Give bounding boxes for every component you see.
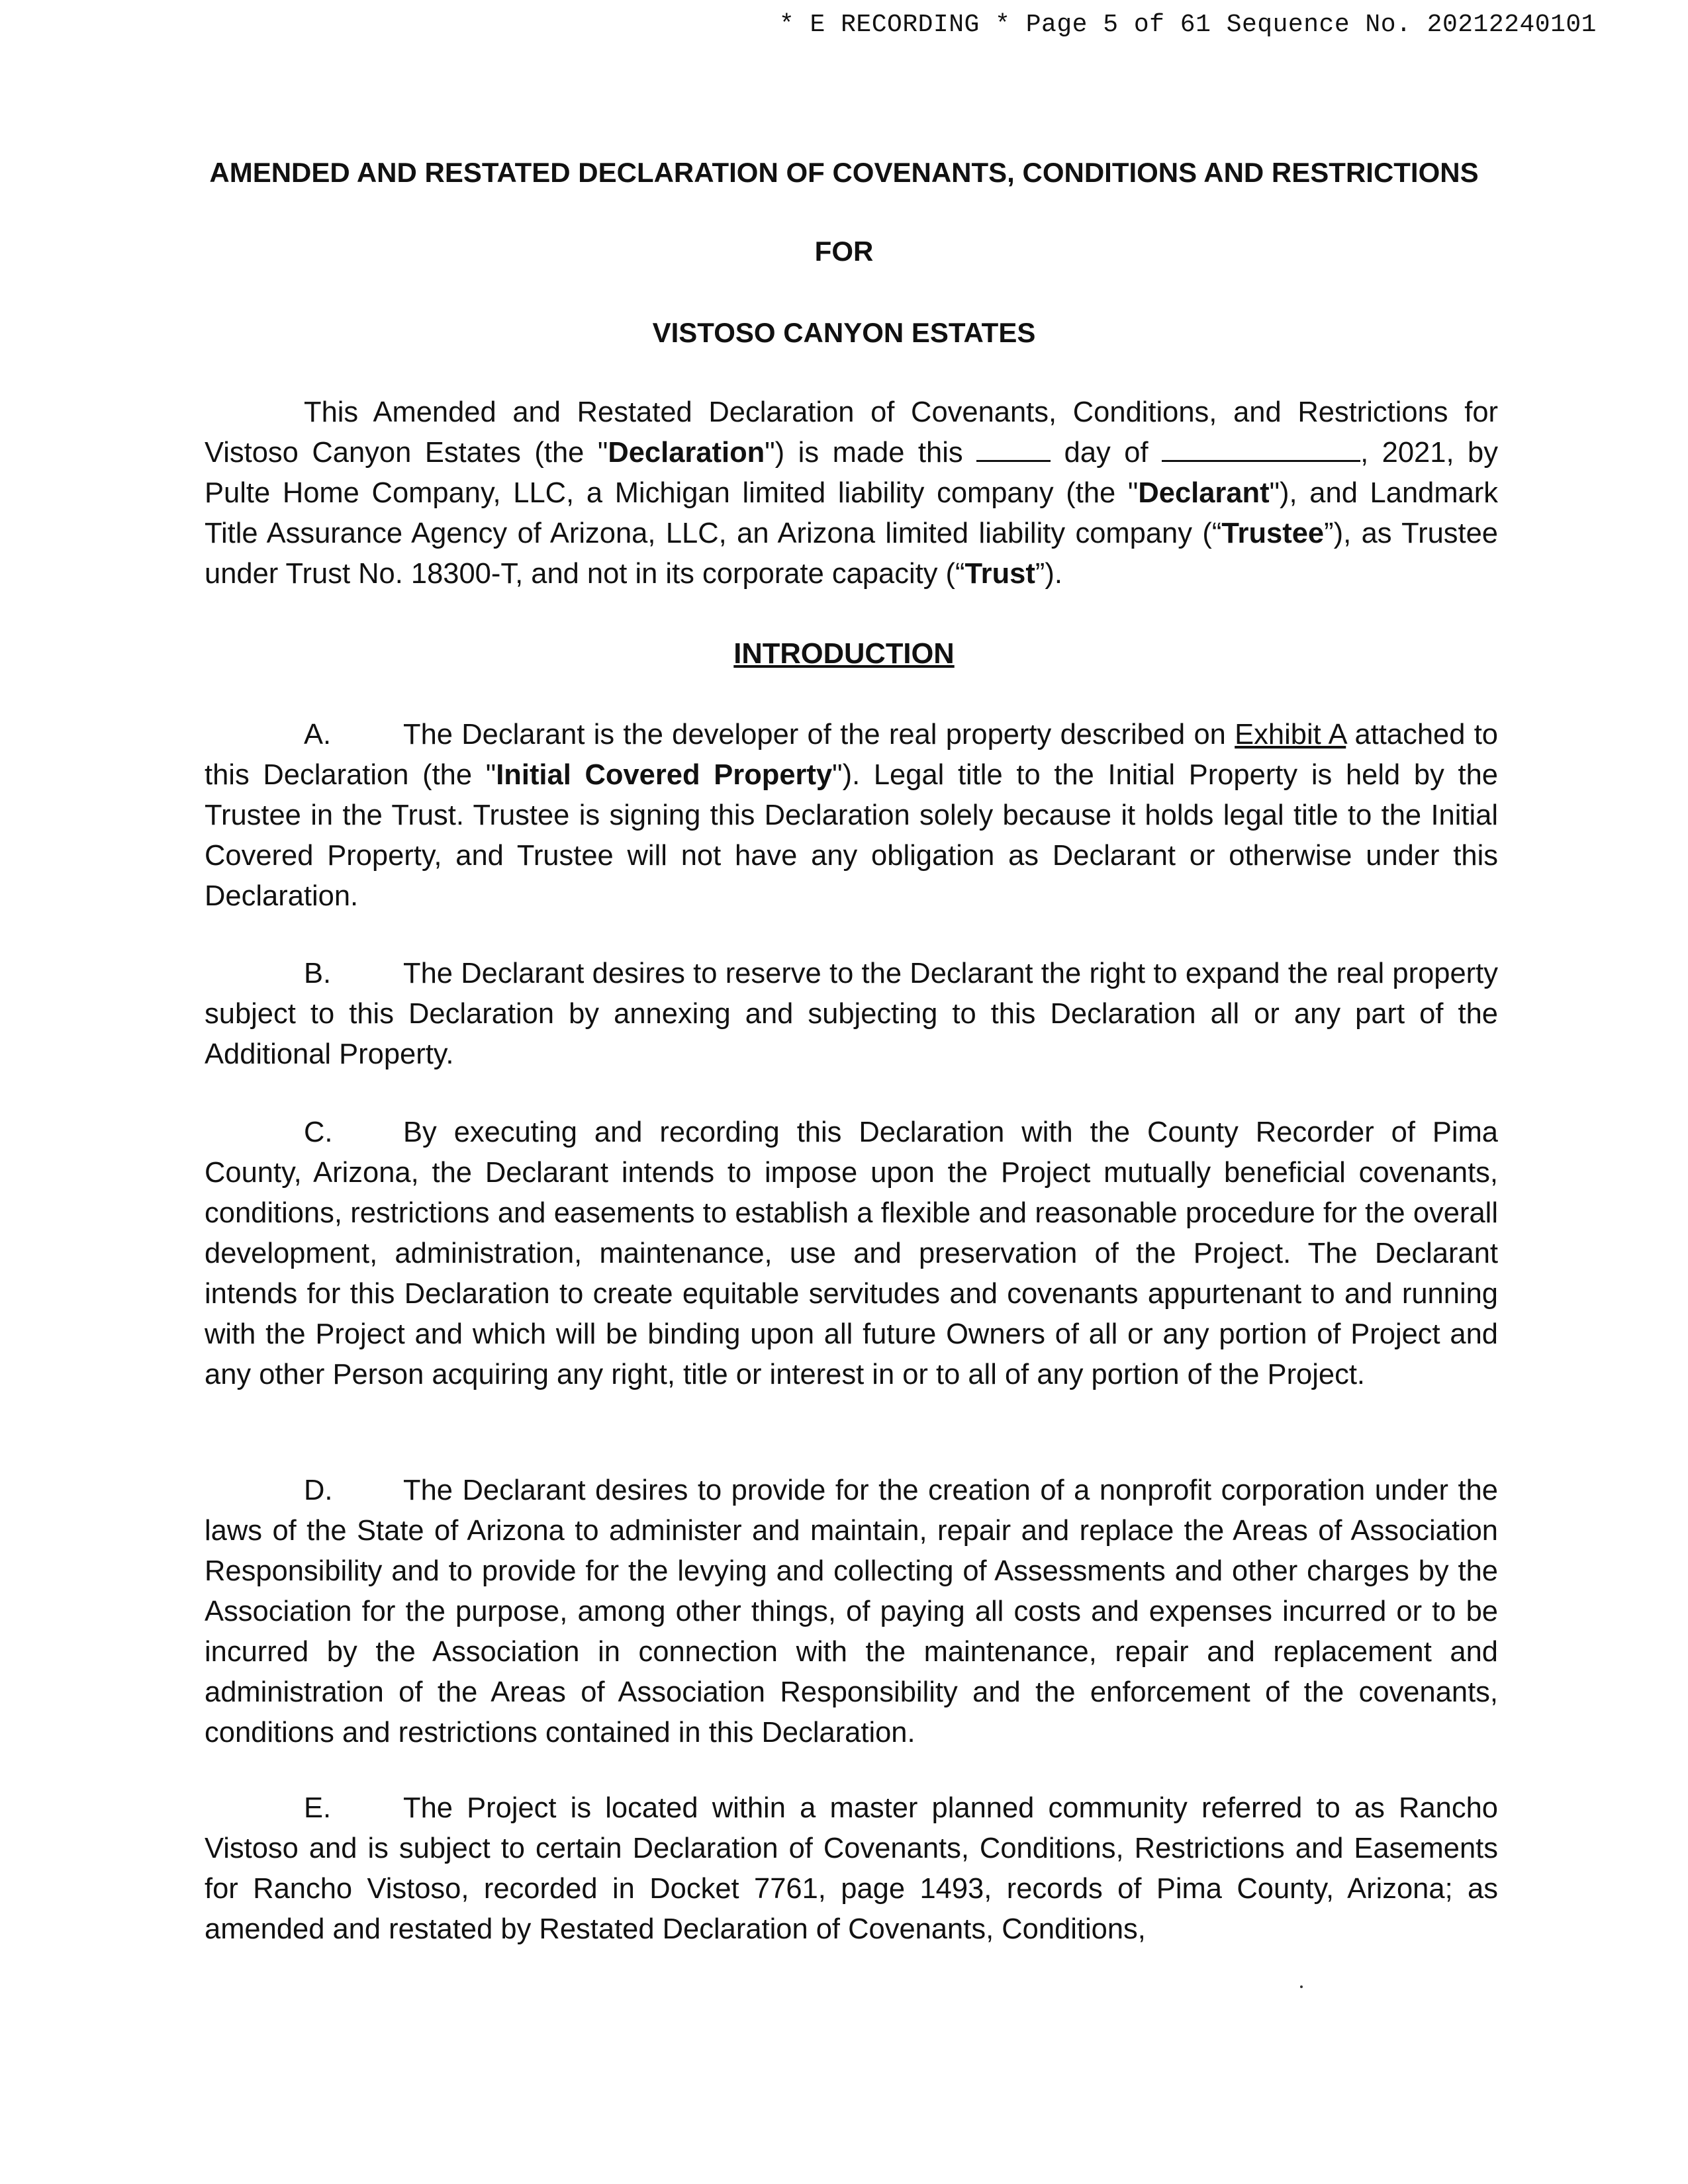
term-initial-covered-property: Initial Covered Property xyxy=(496,759,833,791)
recital-letter: A. xyxy=(304,719,332,751)
preamble-paragraph: This Amended and Restated Declaration of Covenants, Conditions, and Restrictions for Vistoso Canyon Estates (the "Declaration") is made this day of , 2021, by Pulte Home Company, LLC, a Michigan limited liability company (the "Declarant"), and Landmark Title Assurance Agency of Arizona, LLC, an Arizona limited liability company (“Trustee”), as Trustee under Trust No. 18300-T, and not in its corporate capacity (“Trust”). xyxy=(205,396,1499,590)
recording-stamp-header: * E RECORDING * Page 5 of 61 Sequence No. 20212240101 xyxy=(778,11,1597,39)
preamble-block xyxy=(205,392,1498,594)
recital-b: B. The Declarant desires to reserve to the Declarant the right to expand the real property subject to this Declaration by annexing and subjecting to this Declaration all or any part of the Additional Property. xyxy=(205,954,1498,1075)
recital-c: C. By executing and recording this Declaration with the County Recorder of Pima County, Arizona, the Declarant intends to impose upon the Project mutually beneficial covenants, conditions, restrictions and easements to establish a flexible and reasonable procedure for the overall development, administration, maintenance, use and preservation of the Project. The Declarant intends for this Declaration to create equitable servitudes and covenants appurtenant to and running with the Project and which will be binding upon all future Owners of all or any portion of Project and any other Person acquiring any right, title or interest in or to all of any portion of the Project. xyxy=(205,1113,1498,1395)
recital-e: E. The Project is located within a master planned community referred to as Rancho Vistoso and is subject to certain Declaration of Covenants, Conditions, Restrictions and Easements for Rancho Vistoso, recorded in Docket 7761, page 1493, records of Pima County, Arizona; as amended and restated by Restated Declaration of Covenants, Conditions, xyxy=(205,1788,1498,1950)
term-trustee: Trustee xyxy=(1221,518,1325,549)
document-title-line-3: VISTOSO CANYON ESTATES xyxy=(652,317,1036,348)
month-blank-line xyxy=(1162,436,1360,462)
scan-speck xyxy=(1300,1985,1303,1988)
introduction-heading: INTRODUCTION xyxy=(733,638,955,670)
day-blank-line xyxy=(976,436,1051,462)
recital-letter: D. xyxy=(304,1475,333,1506)
recital-letter: C. xyxy=(304,1116,333,1148)
exhibit-a-reference: Exhibit A xyxy=(1235,719,1346,751)
term-declaration: Declaration xyxy=(608,437,765,469)
recital-letter: E. xyxy=(304,1792,332,1824)
term-declarant: Declarant xyxy=(1138,477,1270,509)
document-title-line-2: FOR xyxy=(814,236,874,267)
recital-d: D. The Declarant desires to provide for the creation of a nonprofit corporation under the laws of the State of Arizona to administer and maintain, repair and replace the Areas of Association Responsibility and to provide for the levying and collecting of Assessments and other charges by the Association for the purpose, among other things, of paying all costs and expenses incurred or to be incurred by the Association in connection with the maintenance, repair and replacement and administration of the Areas of Association Responsibility and the enforcement of the covenants, conditions and restrictions contained in this Declaration. xyxy=(205,1471,1498,1753)
recital-a: A. The Declarant is the developer of the real property described on Exhibit A attached to this Declaration (the "Initial Covered Property"). Legal title to the Initial Property is held by the Trustee in the Trust. Trustee is signing this Declaration solely because it holds legal title to the Initial Covered Property, and Trustee will not have any obligation as Declarant or otherwise under this Declaration. xyxy=(205,715,1498,917)
recital-letter: B. xyxy=(304,958,332,989)
document-title-line-1: AMENDED AND RESTATED DECLARATION OF COVENANTS, CONDITIONS AND RESTRICTIONS xyxy=(209,157,1479,188)
term-trust: Trust xyxy=(964,558,1035,590)
